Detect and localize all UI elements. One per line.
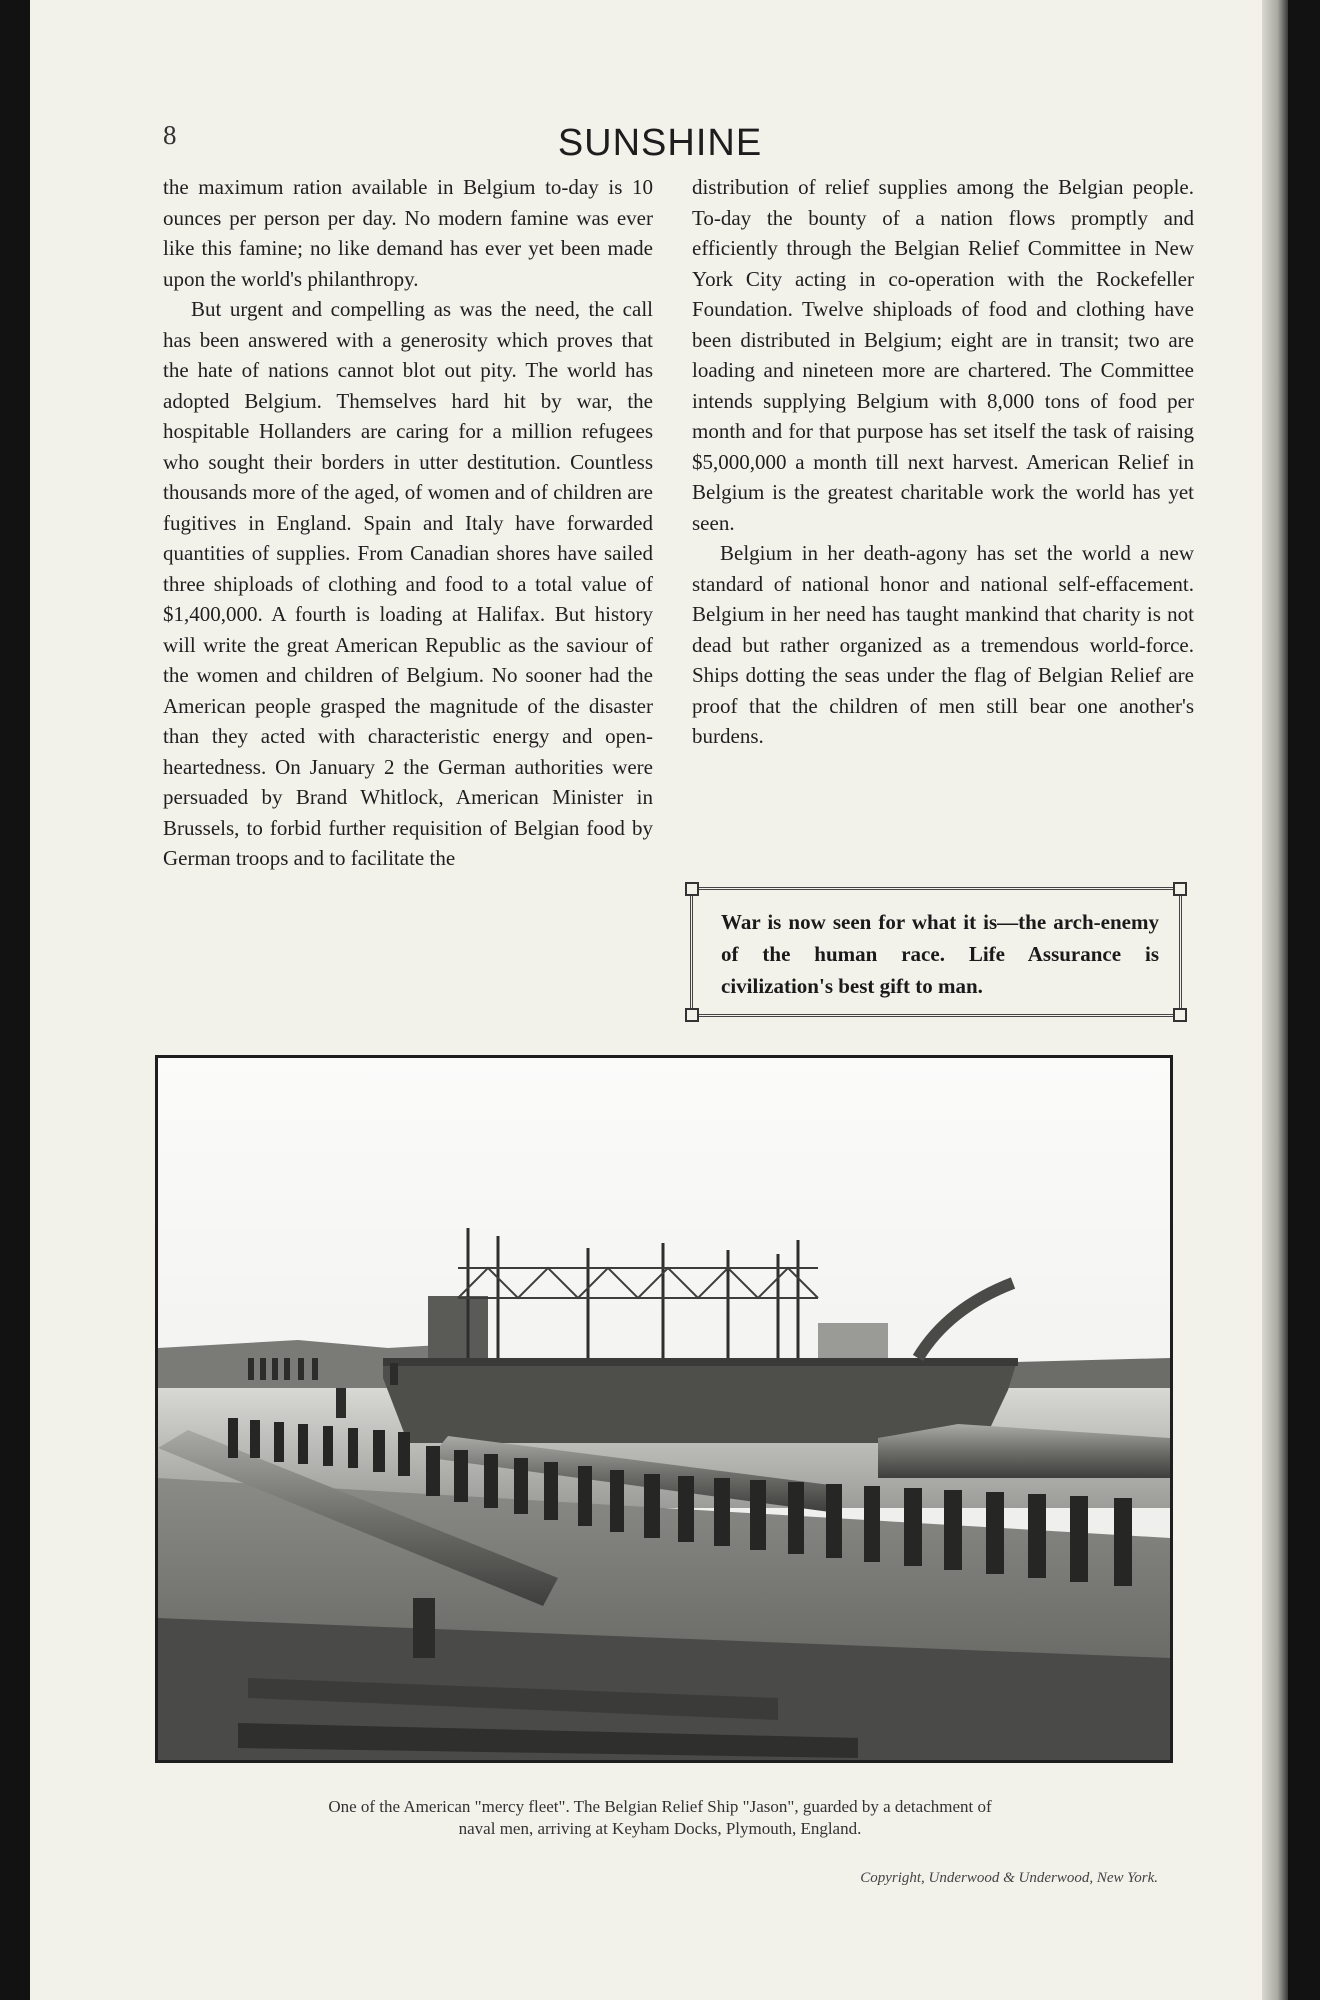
- photo-illustration: [158, 1058, 1170, 1760]
- magazine-title: SUNSHINE: [557, 122, 763, 164]
- corner-ornament: [1173, 882, 1187, 896]
- photo-caption: [0, 1796, 1320, 1840]
- page-number: 8: [163, 120, 177, 150]
- paragraph: Belgium in her death-agony has set the world a new standard of national honor and national self-effacement. Belgium in her need has taught mankind that charity is not dead but rather organized as a tremendous world-force. Ships dotting the seas under the flag of Belgian Relief are proof that the children of men still bear one another's burdens.: [692, 541, 1194, 748]
- relief-ship-photograph: [155, 1055, 1173, 1763]
- corner-ornament: [685, 1008, 699, 1022]
- right-text-column: [692, 172, 1194, 752]
- corner-ornament: [1173, 1008, 1187, 1022]
- paragraph: But urgent and compelling as was the need, the call has been answered with a generosity which proves that the hate of nations cannot blot out pity. The world has adopted Belgium. Themselves hard hit by war, the hospitable Hollanders are caring for a million refugees who sought their borders in utter destitution. Countless thousands more of the aged, of women and of children are fugitives in England. Spain and Italy have forwarded quantities of supplies. From Canadian shores have sailed three shiploads of clothing and food to a total value of $1,400,000. A fourth is loading at Halifax. But history will write the great American Republic as the saviour of the women and children of Belgium. No sooner had the American people grasped the magnitude of the disaster than they acted with characteristic energy and open-heartedness. On January 2 the German authorities were persuaded by Brand Whitlock, American Minister in Brussels, to forbid further requisition of Belgian food by German troops and to facilitate the: [163, 297, 653, 870]
- page-edge-shadow: [1262, 0, 1288, 2000]
- paragraph: the maximum ration available in Belgium to-day is 10 ounces per person per day. No modern famine was ever like this famine; no like demand has ever yet been made upon the world's philanthropy.: [163, 175, 653, 291]
- paragraph: distribution of relief supplies among the Belgian people. To-day the bounty of a nation flows promptly and efficiently through the Belgian Relief Committee in New York City acting in co-operation with the Rockefeller Foundation. Twelve shiploads of food and clothing have been distributed in Belgium; eight are in transit; two are loading and nineteen more are chartered. The Committee intends supplying Belgium with 8,000 tons of food per month and for that purpose has set itself the task of raising $5,000,000 a month till next harvest. American Relief in Belgium is the greatest charitable work the world has yet seen.: [692, 175, 1194, 535]
- caption-line: One of the American "mercy fleet". The Belgian Relief Ship "Jason", guarded by a detachment of: [328, 1797, 992, 1816]
- caption-line: naval men, arriving at Keyham Docks, Plymouth, England.: [458, 1819, 862, 1838]
- corner-ornament: [685, 882, 699, 896]
- photo-credit: Copyright, Underwood & Underwood, New York.: [860, 1870, 1158, 1886]
- pull-quote-box: [690, 887, 1182, 1017]
- left-text-column: [163, 172, 653, 874]
- pull-quote-text: War is now seen for what it is—the arch-enemy of the human race. Life Assurance is civilization's best gift to man.: [721, 910, 1159, 998]
